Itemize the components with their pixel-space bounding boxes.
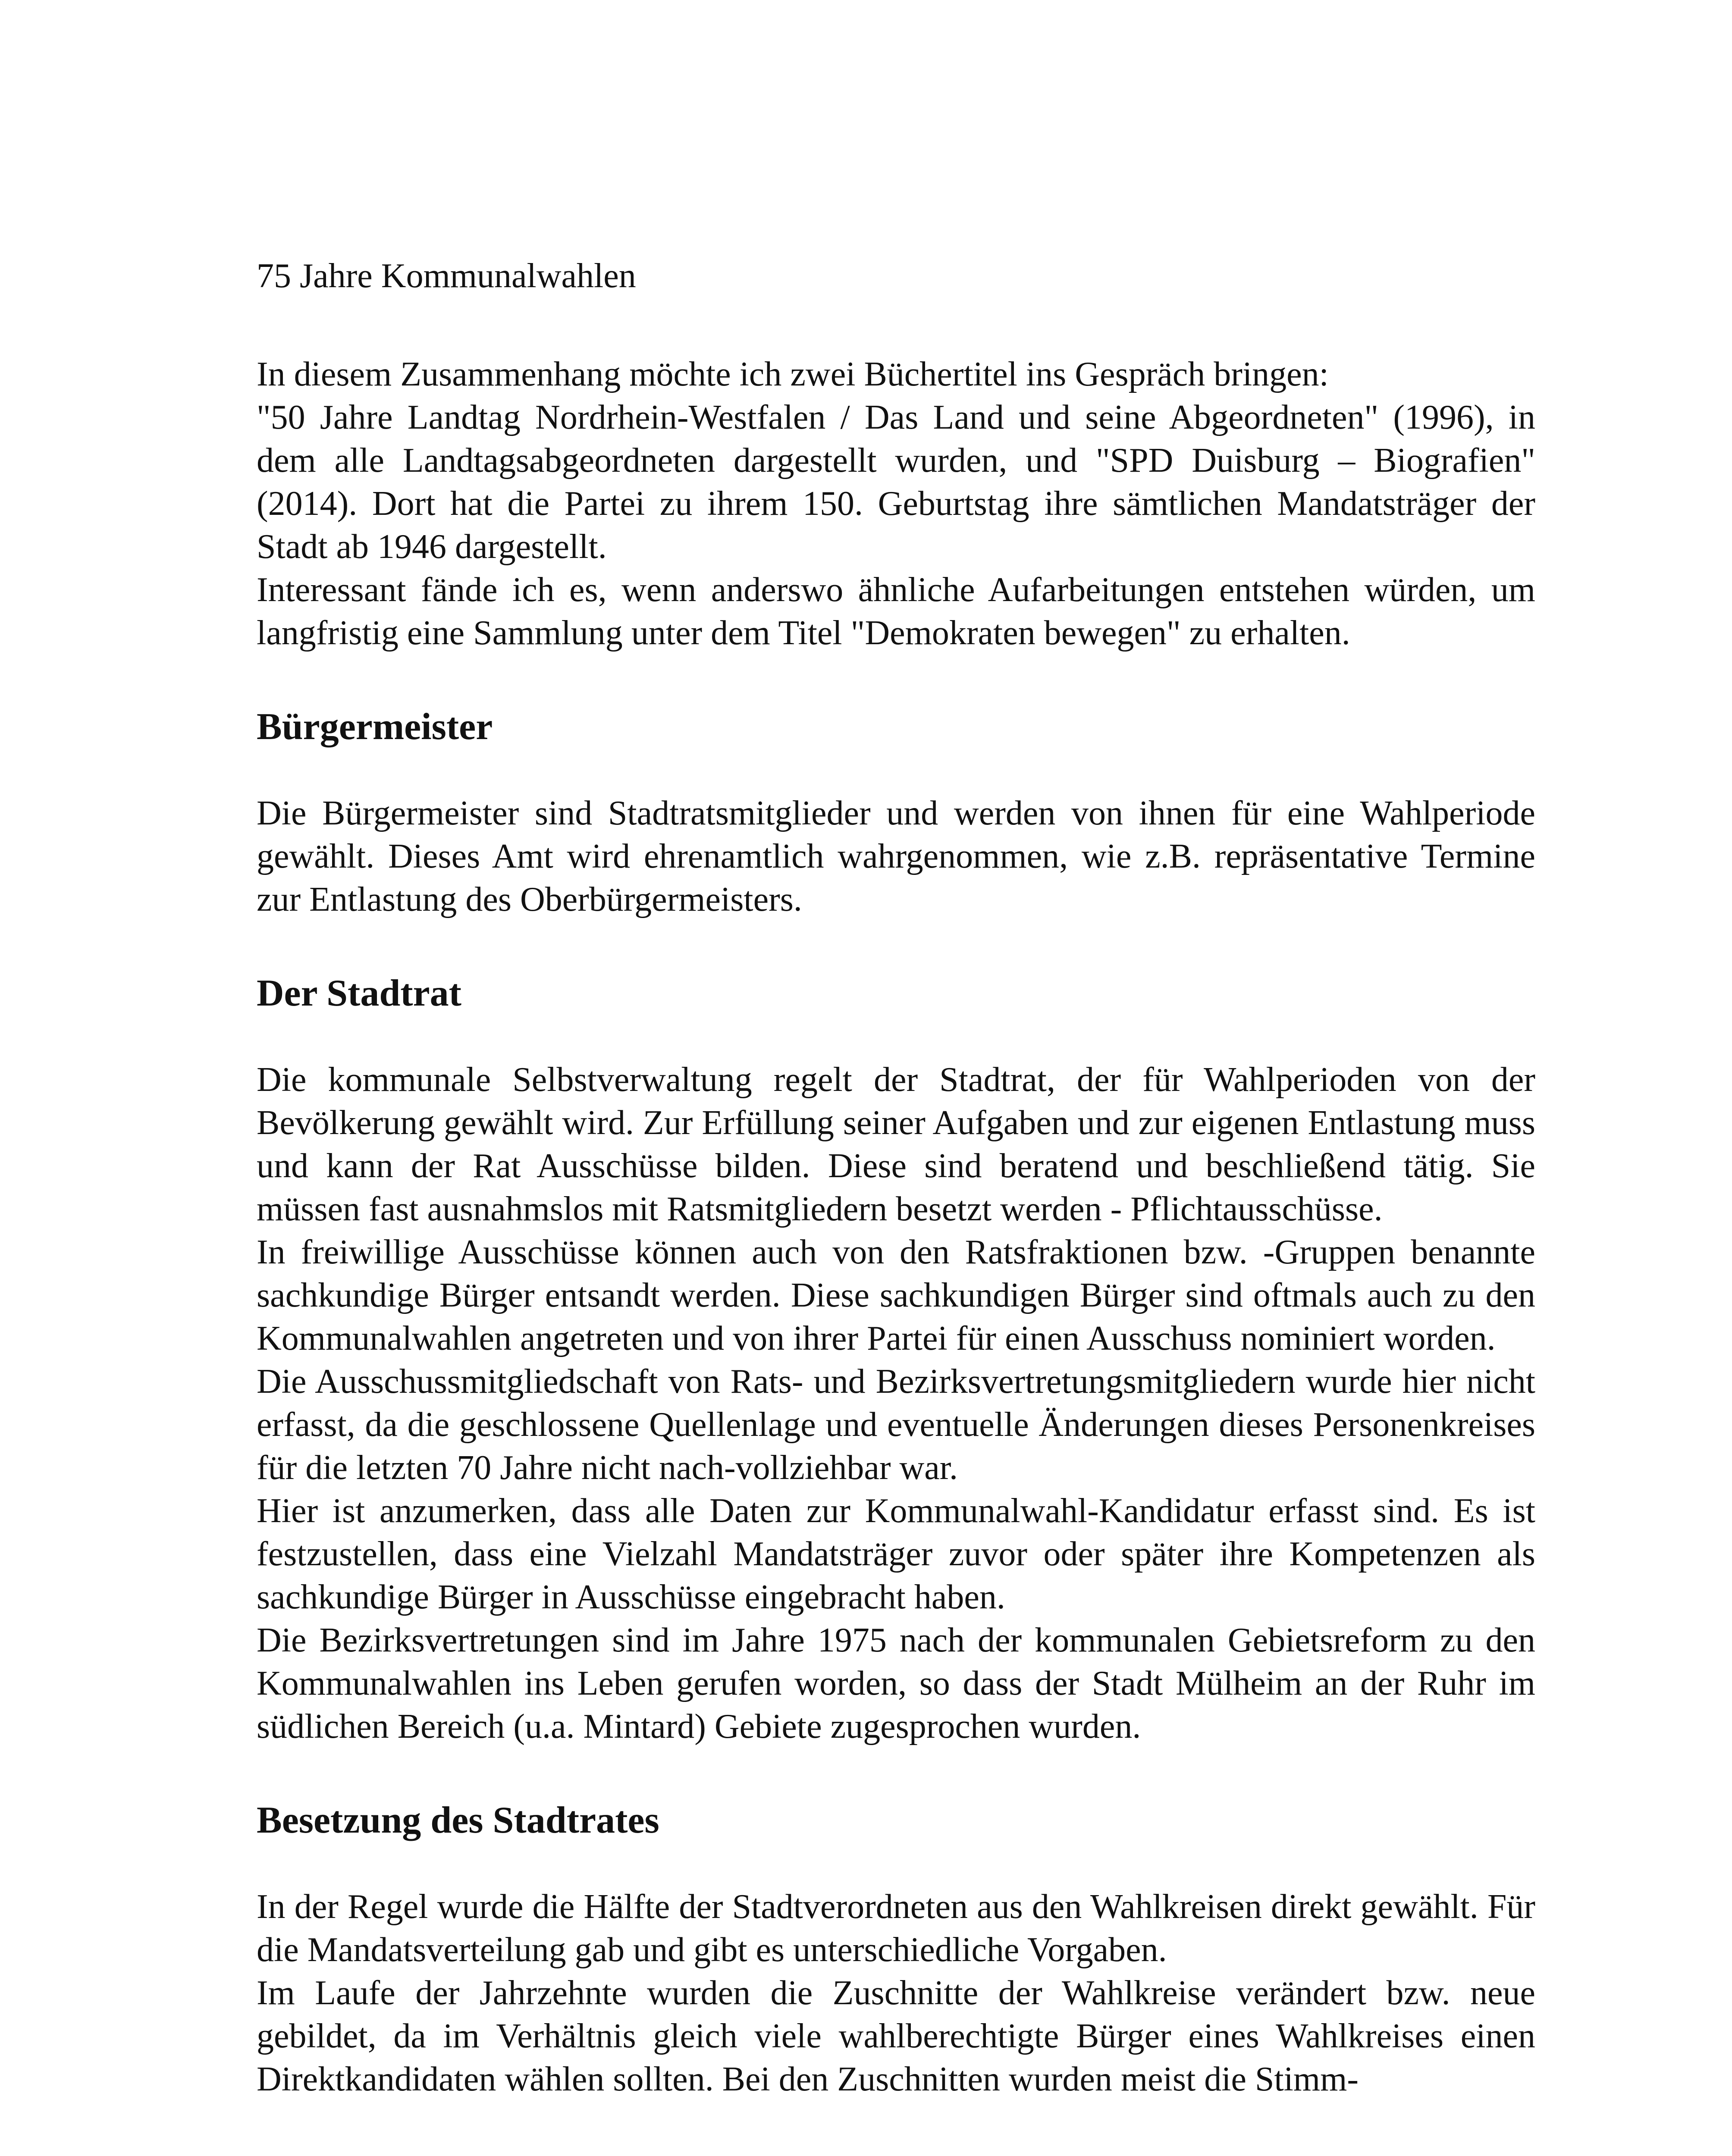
section-heading: Der Stadtrat: [257, 972, 461, 1014]
section-paragraph: Die Ausschussmitgliedschaft von Rats- und Bezirksvertretungsmitgliedern wurde hier nicht erfasst, da die geschlossene Quellenlage und eventuelle Änderungen dieses Personenkreises für die letzten 70 Jahre nicht nach-vollziehbar war.: [257, 1363, 1535, 1487]
intro-paragraph: "50 Jahre Landtag Nordrhein-Westfalen / Das Land und seine Abgeordneten" (1996), in dem alle Landtagsabgeordneten dargestellt wurden, und "SPD Duisburg – Biografien" (2014). Dort hat die Partei zu ihrem 150. Geburtstag ihre sämtlichen Mandatsträger der Stadt ab 1946 dargestellt.: [257, 398, 1535, 566]
section-paragraph: Die kommunale Selbstverwaltung regelt der Stadtrat, der für Wahlperioden von der Bevölkerung gewählt wird. Zur Erfüllung seiner Aufgaben und zur eigenen Entlastung muss und kann der Rat Ausschüsse bilden. Diese sind beratend und beschließend tätig. Sie müssen fast ausnahmslos mit Ratsmitgliedern besetzt werden - Pflichtausschüsse.: [257, 1061, 1535, 1228]
intro-paragraph: In diesem Zusammenhang möchte ich zwei Büchertitel ins Gespräch bringen:: [257, 355, 1329, 393]
section-besetzung-stadtrat: [257, 1799, 1535, 2101]
section-stadtrat: [257, 972, 1535, 1748]
section-paragraph: Die Bezirksvertretungen sind im Jahre 1975 nach der kommunalen Gebietsreform zu den Kommunalwahlen ins Leben gerufen worden, so dass der Stadt Mülheim an der Ruhr im südlichen Bereich (u.a. Mintard) Gebiete zugesprochen wurden.: [257, 1621, 1535, 1745]
section-paragraph: Die Bürgermeister sind Stadtratsmitglieder und werden von ihnen für eine Wahlperiode gewählt. Dieses Amt wird ehrenamtlich wahrgenommen, wie z.B. repräsentative Termine zur Entlastung des Oberbürgermeisters.: [257, 794, 1535, 918]
running-header: 75 Jahre Kommunalwahlen: [257, 257, 636, 295]
section-heading: Bürgermeister: [257, 706, 493, 748]
page-content: [257, 254, 1535, 2101]
section-buergermeister: [257, 705, 1535, 921]
intro-block: [257, 353, 1535, 655]
intro-paragraph: Interessant fände ich es, wenn anderswo ähnliche Aufarbeitungen entstehen würden, um langfristig eine Sammlung unter dem Titel "Demokraten bewegen" zu erhalten.: [257, 571, 1535, 652]
section-paragraph: In freiwillige Ausschüsse können auch von den Ratsfraktionen bzw. -Gruppen benannte sachkundige Bürger entsandt werden. Diese sachkundigen Bürger sind oftmals auch zu den Kommunalwahlen angetreten und von ihrer Partei für einen Ausschuss nominiert worden.: [257, 1233, 1535, 1357]
section-paragraph: In der Regel wurde die Hälfte der Stadtverordneten aus den Wahlkreisen direkt gewählt. Für die Mandatsverteilung gab und gibt es unterschiedliche Vorgaben.: [257, 1888, 1535, 1969]
section-heading: Besetzung des Stadtrates: [257, 1799, 659, 1841]
section-paragraph: Im Laufe der Jahrzehnte wurden die Zuschnitte der Wahlkreise verändert bzw. neue gebildet, da im Verhältnis gleich viele wahlberechtigte Bürger eines Wahlkreises einen Direktkandidaten wählen sollten. Bei den Zuschnitten wurden meist die Stimm-: [257, 1974, 1535, 2098]
section-paragraph: Hier ist anzumerken, dass alle Daten zur Kommunalwahl-Kandidatur erfasst sind. Es ist festzustellen, dass eine Vielzahl Mandatsträger zuvor oder später ihre Kompetenzen als sachkundige Bürger in Ausschüsse eingebracht haben.: [257, 1492, 1535, 1616]
